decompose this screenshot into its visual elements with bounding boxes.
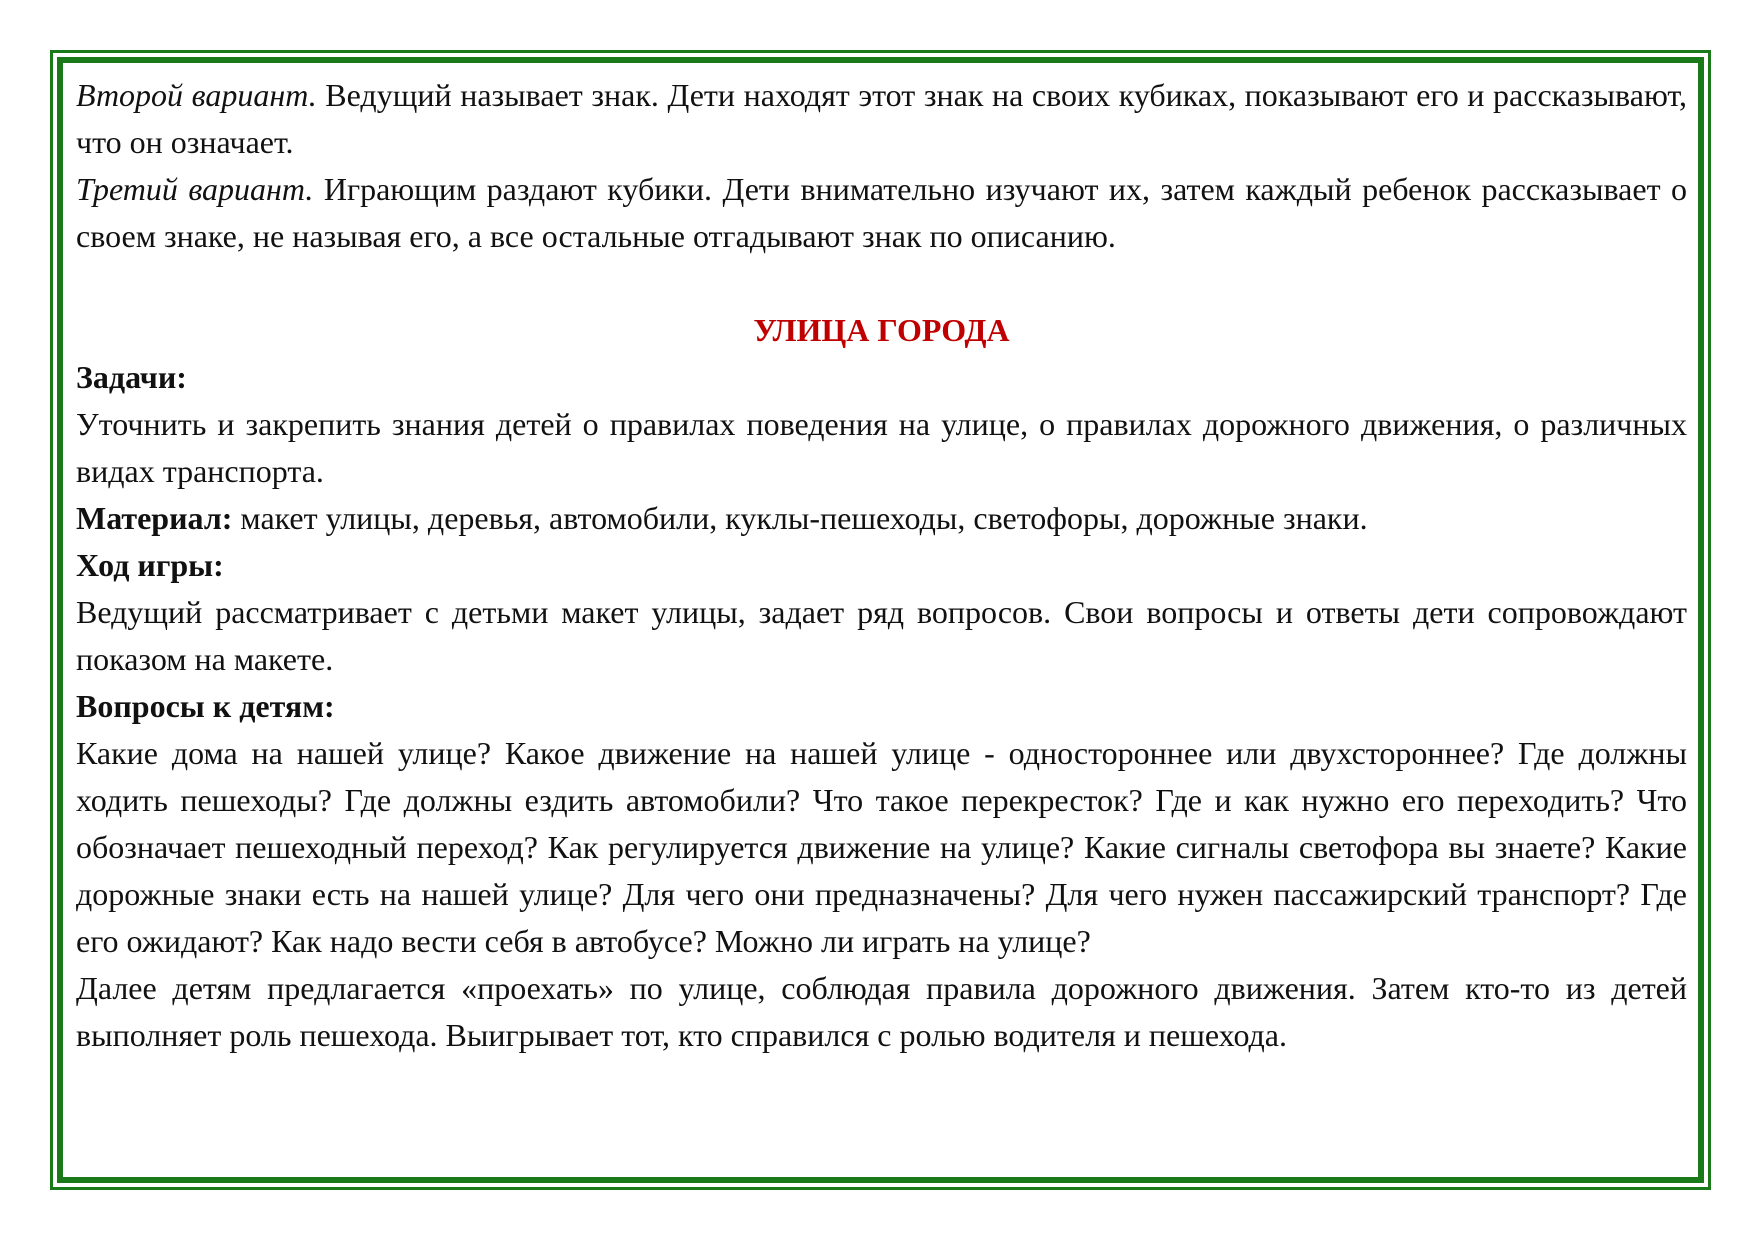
variant-two-text: Ведущий называет знак. Дети находят этот знак на своих кубиках, показывают его и рассказывают, что он означает. (76, 77, 1688, 160)
progress-text: Ведущий рассматривает с детьми макет улицы, задает ряд вопросов. Свои вопросы и ответы дети сопровождают показом на макете. (76, 594, 1687, 677)
variant-three-text: Играющим раздают кубики. Дети внимательно изучают их, затем каждый ребенок рассказывает о своем знаке, не называя его, а все остальные отгадывают знак по описанию. (76, 171, 1688, 254)
questions-heading: Вопросы к детям: (76, 688, 335, 724)
progress-heading: Ход игры: (76, 547, 224, 583)
final-paragraph: Далее детям предлагается «проехать» по улице, соблюдая правила дорожного движения. Затем кто-то из детей выполняет роль пешехода. Выигрывает тот, кто справился с ролью водителя и пешехода. (76, 970, 1687, 1053)
variant-two-paragraph (76, 72, 1687, 166)
variant-two-label: Второй вариант. (76, 77, 317, 113)
tasks-heading: Задачи: (76, 359, 187, 395)
questions-text: Какие дома на нашей улице? Какое движение на нашей улице - одностороннее или двухстороннее? Где должны ходить пешеходы? Где должны ездить автомобили? Что такое перекресток? Где и как нужно его переходить? Что обозначает пешеходный переход? Как регулируется движение на улице? Какие сигналы светофора вы знаете? Какие дорожные знаки есть на нашей улице? Для чего они предназначены? Для чего нужен пассажирский транспорт? Где его ожидают? Как надо вести себя в автобусе? Можно ли играть на улице? (76, 735, 1687, 959)
game-title: УЛИЦА ГОРОДА (753, 312, 1010, 348)
material-text: макет улицы, деревья, автомобили, куклы-пешеходы, светофоры, дорожные знаки. (232, 500, 1368, 536)
tasks-text: Уточнить и закрепить знания детей о правилах поведения на улице, о правилах дорожного движения, о различных видах транспорта. (76, 406, 1687, 489)
variant-three-paragraph (76, 166, 1687, 260)
material-label: Материал: (76, 500, 233, 536)
variant-three-label: Третий вариант. (76, 171, 314, 207)
document-body (76, 72, 1687, 1059)
material-paragraph (76, 495, 1687, 542)
spacer (76, 260, 1687, 307)
